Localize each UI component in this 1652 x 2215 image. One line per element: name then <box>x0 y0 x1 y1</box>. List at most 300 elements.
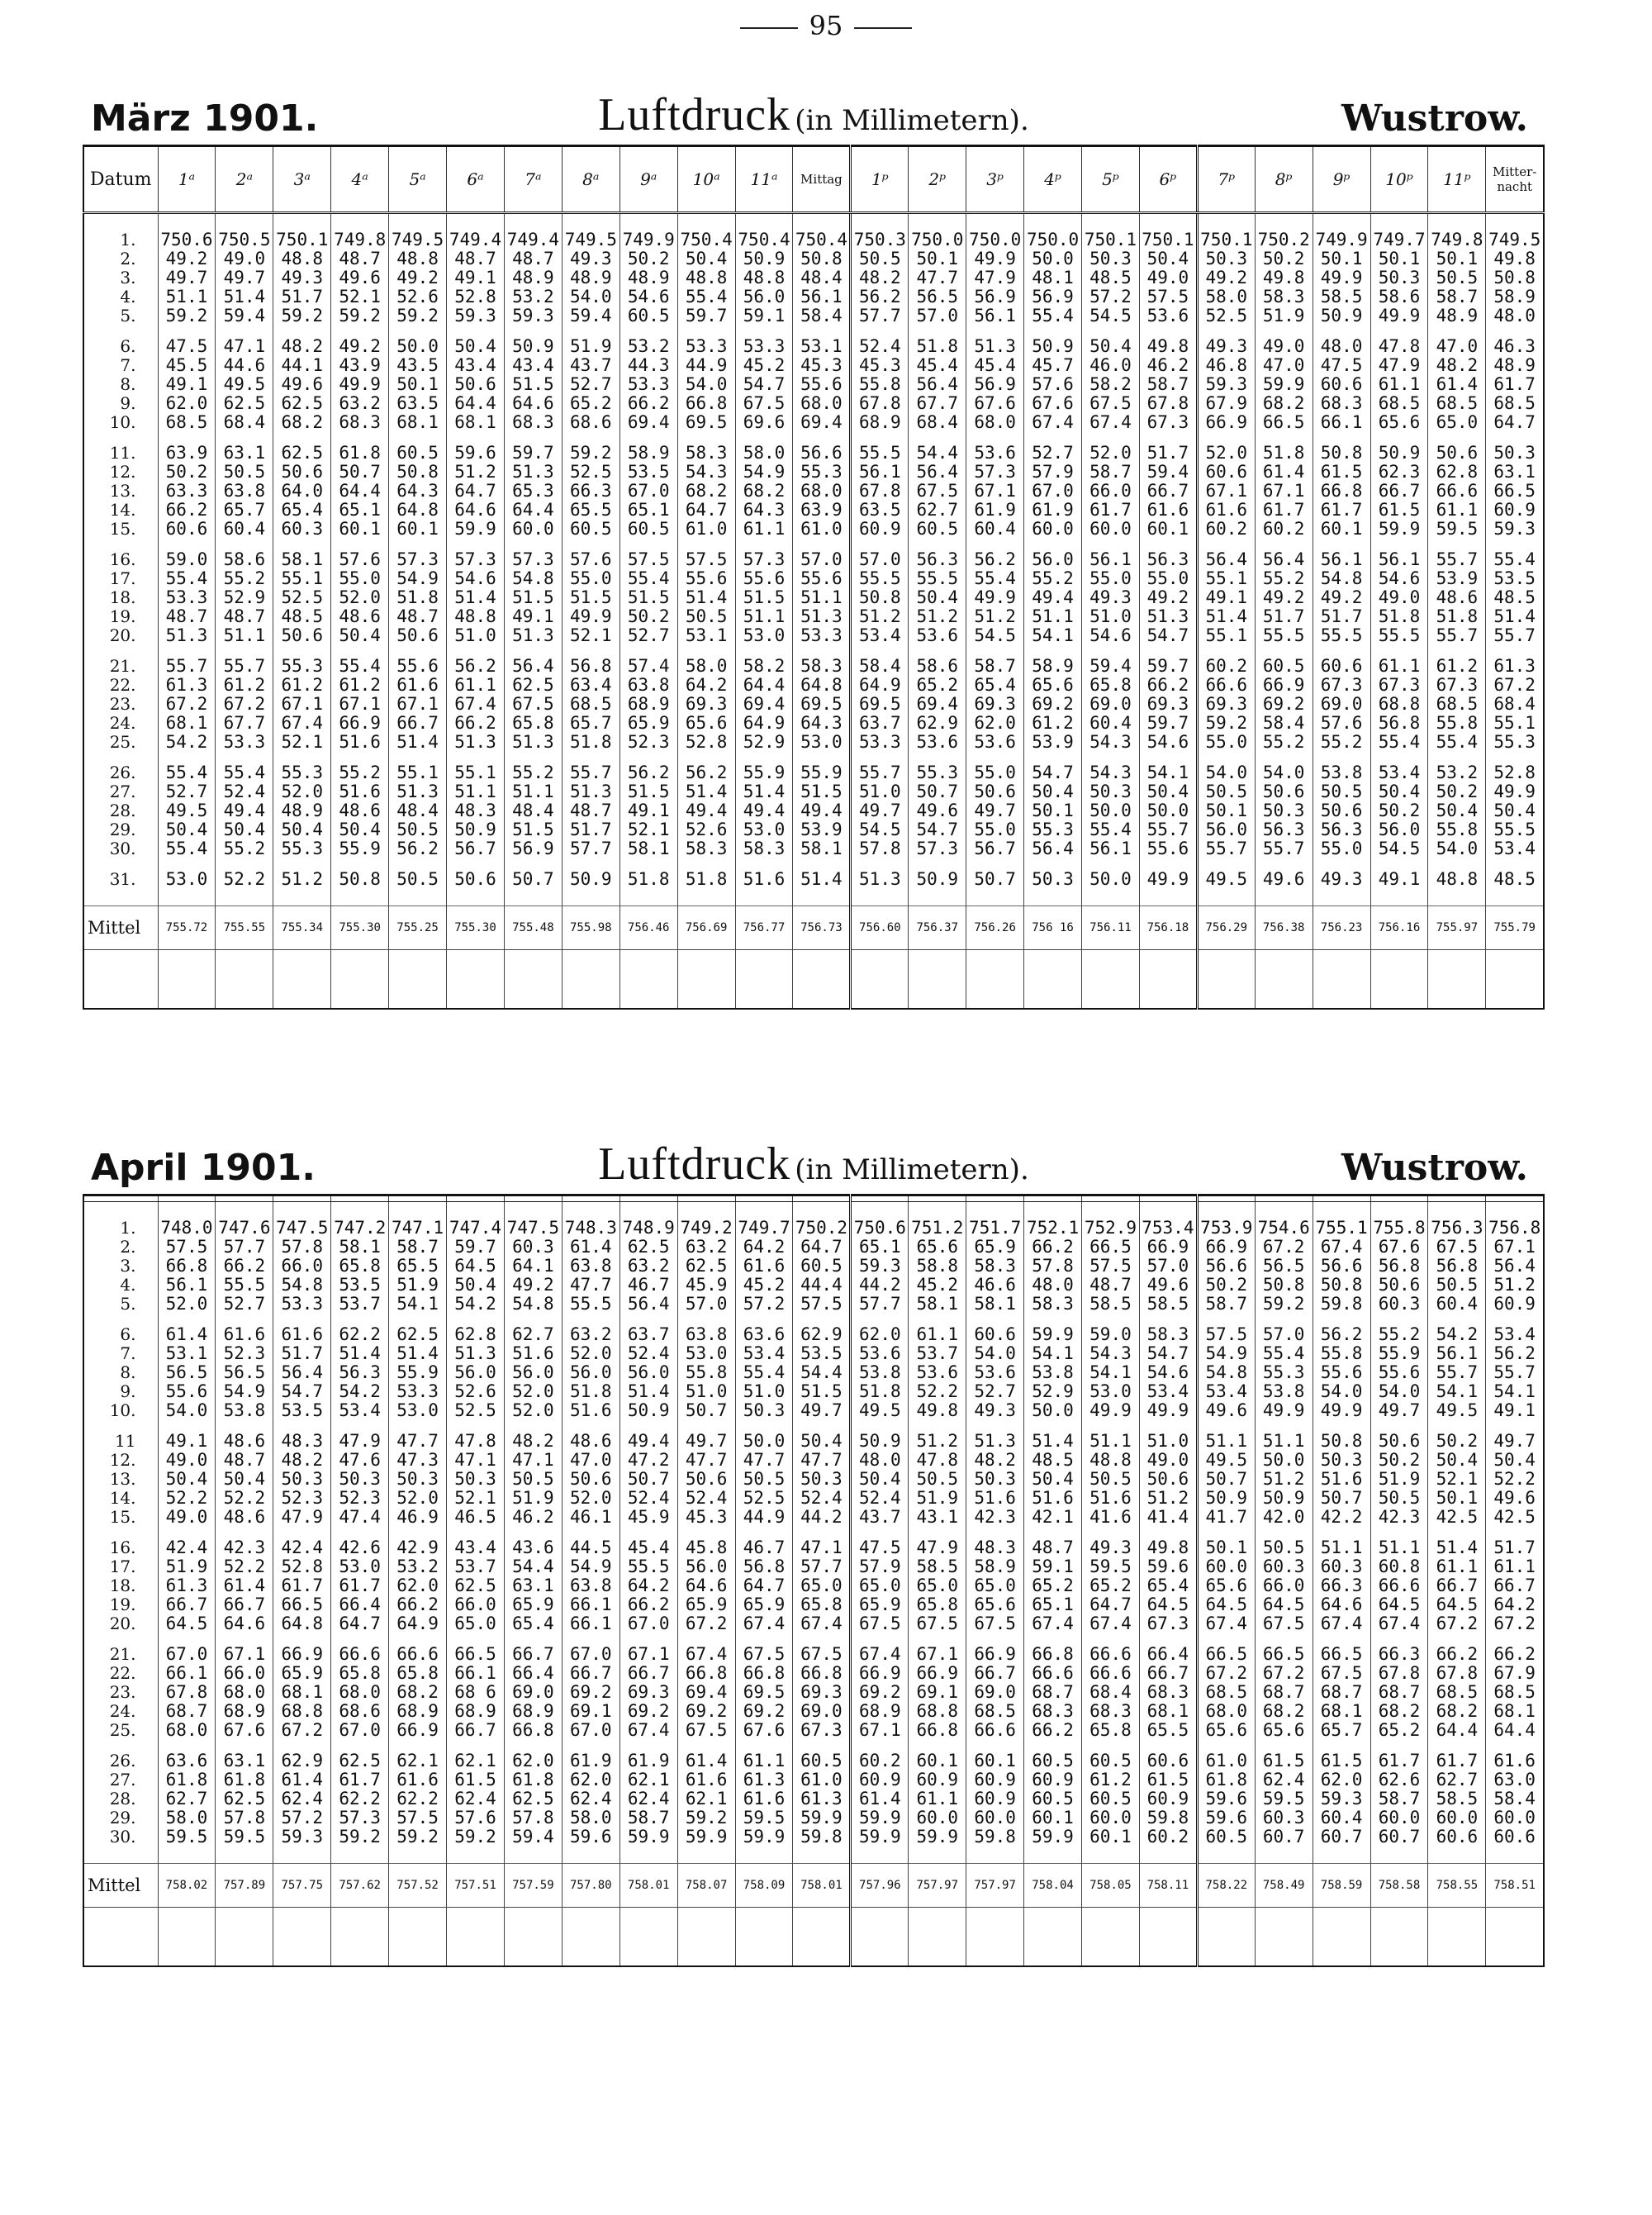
pressure-cell: 50.8 <box>1313 1432 1370 1451</box>
day-label: 4. <box>83 288 158 307</box>
gap-cell <box>620 326 677 337</box>
pressure-cell: 57.3 <box>735 550 793 569</box>
table-row <box>83 250 1544 269</box>
pressure-cell: 58.6 <box>216 550 273 569</box>
pressure-cell: 50.4 <box>1428 1451 1486 1470</box>
pressure-cell: 50.0 <box>1255 1451 1313 1470</box>
pressure-cell: 55.9 <box>1370 1344 1428 1363</box>
pressure-cell: 60.3 <box>273 520 331 539</box>
col-rule <box>1082 1195 1140 1202</box>
pressure-cell: 56.9 <box>966 375 1024 394</box>
pressure-cell: 58.2 <box>1082 375 1140 394</box>
pressure-cell: 65.0 <box>909 1576 966 1595</box>
pressure-cell: 52.9 <box>216 588 273 607</box>
trailing-cell <box>1313 1908 1370 1967</box>
pressure-cell: 63.5 <box>389 394 447 413</box>
pressure-cell: 48.6 <box>562 1432 620 1451</box>
day-label: 2. <box>83 1238 158 1257</box>
pressure-cell: 62.2 <box>331 1325 389 1344</box>
pressure-cell: 48.6 <box>1428 588 1486 607</box>
pressure-cell: 54.1 <box>389 1295 447 1314</box>
pressure-cell: 67.8 <box>1428 1664 1486 1683</box>
pressure-cell: 749.8 <box>331 231 389 250</box>
pressure-cell: 45.2 <box>909 1276 966 1295</box>
pressure-cell: 56.1 <box>851 463 909 482</box>
pressure-cell: 750.0 <box>1024 231 1082 250</box>
dash-right <box>854 27 912 29</box>
table-row <box>83 1451 1544 1470</box>
pressure-cell: 52.7 <box>158 782 216 801</box>
pressure-cell: 47.8 <box>447 1432 505 1451</box>
pressure-cell: 67.2 <box>158 695 216 714</box>
pressure-cell: 67.2 <box>1255 1238 1313 1257</box>
pressure-cell: 67.6 <box>735 1721 793 1740</box>
pressure-cell: 57.4 <box>620 657 677 676</box>
day-label: 16. <box>83 1538 158 1557</box>
pressure-cell: 56.1 <box>1082 839 1140 858</box>
pressure-cell: 56.6 <box>1197 1257 1255 1276</box>
pressure-cell: 55.2 <box>331 763 389 782</box>
spacer-cell <box>447 889 505 906</box>
pressure-cell: 60.1 <box>1082 1828 1140 1847</box>
table-row <box>83 782 1544 801</box>
gap-cell <box>793 1633 851 1645</box>
pressure-cell: 57.7 <box>851 307 909 326</box>
pressure-cell: 55.6 <box>158 1382 216 1401</box>
pressure-cell: 49.2 <box>331 337 389 356</box>
pressure-cell: 747.2 <box>331 1219 389 1238</box>
pressure-cell: 50.4 <box>1024 1470 1082 1489</box>
pressure-cell: 51.9 <box>909 1489 966 1508</box>
pressure-cell: 53.3 <box>793 626 851 645</box>
pressure-cell: 64.7 <box>677 501 735 520</box>
gap-cell <box>562 645 620 657</box>
pressure-cell: 67.0 <box>562 1645 620 1664</box>
pressure-cell: 59.4 <box>504 1828 562 1847</box>
pressure-cell: 56.5 <box>909 288 966 307</box>
pressure-cell: 63.2 <box>331 394 389 413</box>
pressure-cell: 58.2 <box>735 657 793 676</box>
pressure-cell: 63.3 <box>158 482 216 501</box>
spacer-cell <box>966 1202 1024 1219</box>
pressure-cell: 60.9 <box>966 1771 1024 1790</box>
day-label: 18. <box>83 1576 158 1595</box>
table-row <box>83 588 1544 607</box>
pressure-cell: 65.5 <box>1139 1721 1197 1740</box>
table-row <box>83 607 1544 626</box>
spacer-cell <box>1313 889 1370 906</box>
pressure-cell: 48.8 <box>447 607 505 626</box>
table-row <box>83 1401 1544 1420</box>
pressure-cell: 55.6 <box>793 569 851 588</box>
pressure-cell: 61.0 <box>677 520 735 539</box>
pressure-cell: 58.1 <box>331 1238 389 1257</box>
pressure-cell: 64.6 <box>1313 1595 1370 1614</box>
pressure-cell: 64.2 <box>1486 1595 1544 1614</box>
pressure-cell: 65.5 <box>562 501 620 520</box>
gap-cell <box>504 539 562 550</box>
pressure-cell: 53.6 <box>909 626 966 645</box>
pressure-cell: 51.0 <box>1139 1432 1197 1451</box>
pressure-cell: 50.1 <box>1197 1538 1255 1557</box>
pressure-cell: 61.2 <box>1024 714 1082 733</box>
pressure-cell: 64.7 <box>1082 1595 1140 1614</box>
pressure-cell: 56.2 <box>1313 1325 1370 1344</box>
pressure-cell: 67.5 <box>735 394 793 413</box>
pressure-cell: 48.5 <box>1024 1451 1082 1470</box>
pressure-cell: 59.2 <box>447 1828 505 1847</box>
pressure-cell: 50.4 <box>447 1276 505 1295</box>
pressure-cell: 56.2 <box>966 550 1024 569</box>
pressure-cell: 50.0 <box>1024 1401 1082 1420</box>
gap-cell <box>1428 539 1486 550</box>
pressure-cell: 44.2 <box>793 1508 851 1527</box>
pressure-cell: 61.4 <box>851 1790 909 1809</box>
gap-cell <box>504 1420 562 1432</box>
table-row <box>83 1276 1544 1295</box>
pressure-cell: 52.5 <box>1197 307 1255 326</box>
pressure-cell: 42.3 <box>1370 1508 1428 1527</box>
pressure-cell: 50.4 <box>216 1470 273 1489</box>
pressure-cell: 66.6 <box>331 1645 389 1664</box>
pressure-cell: 47.7 <box>562 1276 620 1295</box>
pressure-cell: 66.5 <box>1255 413 1313 432</box>
pressure-cell: 66.9 <box>331 714 389 733</box>
pressure-cell: 61.6 <box>216 1325 273 1344</box>
pressure-cell: 53.2 <box>389 1557 447 1576</box>
month-title: März 1901. <box>91 97 319 140</box>
pressure-cell: 68.6 <box>562 413 620 432</box>
gap-cell <box>1255 1740 1313 1752</box>
gap-cell <box>158 1420 216 1432</box>
pressure-cell: 50.3 <box>389 1470 447 1489</box>
spacer-cell <box>1486 213 1544 231</box>
trailing-cell <box>331 1908 389 1967</box>
spacer-cell <box>331 1847 389 1864</box>
pressure-cell: 59.2 <box>562 444 620 463</box>
pressure-cell: 59.9 <box>735 1828 793 1847</box>
pressure-cell: 67.5 <box>735 1645 793 1664</box>
pressure-cell: 66.9 <box>966 1645 1024 1664</box>
pressure-cell: 62.5 <box>447 1576 505 1595</box>
day-label: 27. <box>83 782 158 801</box>
pressure-cell: 47.0 <box>562 1451 620 1470</box>
pressure-cell: 751.7 <box>966 1219 1024 1238</box>
pressure-cell: 62.0 <box>389 1576 447 1595</box>
pressure-cell: 67.4 <box>273 714 331 733</box>
pressure-cell: 50.6 <box>447 870 505 889</box>
pressure-cell: 66.8 <box>158 1257 216 1276</box>
pressure-cell: 753.4 <box>1139 1219 1197 1238</box>
pressure-cell: 50.4 <box>1082 337 1140 356</box>
day-label: 15. <box>83 1508 158 1527</box>
pressure-cell: 69.2 <box>677 1702 735 1721</box>
pressure-cell: 43.9 <box>331 356 389 375</box>
pressure-cell: 49.4 <box>793 801 851 820</box>
pressure-cell: 48.0 <box>1024 1276 1082 1295</box>
pressure-cell: 50.4 <box>273 820 331 839</box>
pressure-cell: 65.0 <box>966 1576 1024 1595</box>
pressure-cell: 61.7 <box>331 1771 389 1790</box>
pressure-cell: 65.9 <box>735 1595 793 1614</box>
spacer-cell <box>389 889 447 906</box>
pressure-cell: 61.6 <box>273 1325 331 1344</box>
pressure-cell: 56.4 <box>1024 839 1082 858</box>
col-header: 8ᵖ <box>1255 146 1313 213</box>
pressure-cell: 59.0 <box>1082 1325 1140 1344</box>
pressure-cell: 61.7 <box>1370 1752 1428 1771</box>
pressure-cell: 62.2 <box>331 1790 389 1809</box>
pressure-cell: 54.0 <box>966 1344 1024 1363</box>
pressure-cell: 49.7 <box>851 801 909 820</box>
gap-cell <box>83 752 158 763</box>
pressure-cell: 49.0 <box>216 250 273 269</box>
pressure-cell: 49.5 <box>1197 870 1255 889</box>
pressure-cell: 51.7 <box>1255 607 1313 626</box>
pressure-cell: 47.1 <box>793 1538 851 1557</box>
gap-cell <box>620 1314 677 1325</box>
mean-cell: 755.30 <box>331 906 389 950</box>
pressure-cell: 60.9 <box>851 1771 909 1790</box>
pressure-cell: 67.3 <box>1428 676 1486 695</box>
pressure-cell: 49.3 <box>273 269 331 288</box>
pressure-cell: 44.5 <box>562 1538 620 1557</box>
pressure-cell: 49.8 <box>1139 1538 1197 1557</box>
pressure-cell: 51.1 <box>447 782 505 801</box>
pressure-cell: 59.4 <box>1139 463 1197 482</box>
pressure-cell: 54.1 <box>1082 1363 1140 1382</box>
trailing-cell <box>273 1908 331 1967</box>
gap-cell <box>504 1633 562 1645</box>
pressure-cell: 49.2 <box>1255 588 1313 607</box>
pressure-cell: 51.7 <box>1139 444 1197 463</box>
pressure-cell: 49.5 <box>216 375 273 394</box>
pressure-cell: 61.6 <box>1139 501 1197 520</box>
spacer-cell <box>216 1847 273 1864</box>
gap-cell <box>735 1420 793 1432</box>
pressure-cell: 60.5 <box>620 307 677 326</box>
pressure-cell: 66.7 <box>447 1721 505 1740</box>
pressure-cell: 50.2 <box>158 463 216 482</box>
pressure-cell: 50.4 <box>447 337 505 356</box>
pressure-cell: 68.3 <box>1139 1683 1197 1702</box>
pressure-cell: 60.6 <box>966 1325 1024 1344</box>
pressure-cell: 48.3 <box>447 801 505 820</box>
pressure-cell: 57.3 <box>447 550 505 569</box>
gap-cell <box>909 752 966 763</box>
pressure-cell: 53.2 <box>620 337 677 356</box>
gap-cell <box>216 1527 273 1538</box>
pressure-cell: 50.7 <box>504 870 562 889</box>
pressure-cell: 54.9 <box>735 463 793 482</box>
pressure-cell: 50.3 <box>1370 269 1428 288</box>
pressure-cell: 50.3 <box>1255 801 1313 820</box>
gap-cell <box>1197 645 1255 657</box>
pressure-cell: 47.1 <box>504 1451 562 1470</box>
spacer-cell <box>966 1847 1024 1864</box>
pressure-cell: 50.2 <box>1370 801 1428 820</box>
pressure-cell: 50.4 <box>909 588 966 607</box>
spacer-cell <box>735 889 793 906</box>
pressure-cell: 55.1 <box>447 763 505 782</box>
gap-cell <box>1370 1633 1428 1645</box>
day-label: 22. <box>83 676 158 695</box>
spacer-cell <box>1486 1202 1544 1219</box>
pressure-cell: 51.6 <box>331 782 389 801</box>
pressure-cell: 43.4 <box>447 356 505 375</box>
pressure-cell: 69.3 <box>966 695 1024 714</box>
pressure-cell: 66.7 <box>1370 482 1428 501</box>
pressure-cell: 67.5 <box>793 1645 851 1664</box>
day-label: 17. <box>83 1557 158 1576</box>
pressure-cell: 69.2 <box>735 1702 793 1721</box>
pressure-cell: 53.7 <box>447 1557 505 1576</box>
day-label: 28. <box>83 801 158 820</box>
pressure-cell: 61.2 <box>1082 1771 1140 1790</box>
pressure-cell: 65.9 <box>851 1595 909 1614</box>
pressure-cell: 66.3 <box>1313 1576 1370 1595</box>
pressure-cell: 49.9 <box>1313 1401 1370 1420</box>
pressure-cell: 48.5 <box>1486 870 1544 889</box>
pressure-cell: 51.2 <box>909 1432 966 1451</box>
gap-cell <box>851 645 909 657</box>
pressure-cell: 63.8 <box>562 1576 620 1595</box>
pressure-cell: 53.3 <box>851 733 909 752</box>
pressure-cell: 52.0 <box>331 588 389 607</box>
trailing-cell <box>1082 950 1140 1010</box>
pressure-cell: 67.6 <box>216 1721 273 1740</box>
spacer-cell <box>83 213 158 231</box>
pressure-cell: 55.4 <box>158 569 216 588</box>
gap-cell <box>620 1633 677 1645</box>
pressure-cell: 49.3 <box>1197 337 1255 356</box>
pressure-cell: 48.2 <box>504 1432 562 1451</box>
pressure-cell: 57.8 <box>504 1809 562 1828</box>
mean-cell: 756.16 <box>1370 906 1428 950</box>
gap-cell <box>158 858 216 870</box>
col-rule <box>447 1195 505 1202</box>
gap-cell <box>1313 645 1370 657</box>
pressure-cell: 65.6 <box>966 1595 1024 1614</box>
pressure-cell: 51.8 <box>1370 607 1428 626</box>
table-row <box>83 1489 1544 1508</box>
pressure-cell: 52.4 <box>793 1489 851 1508</box>
pressure-cell: 66.9 <box>909 1664 966 1683</box>
pressure-cell: 46.1 <box>562 1508 620 1527</box>
pressure-cell: 62.5 <box>504 676 562 695</box>
pressure-cell: 61.4 <box>1428 375 1486 394</box>
gap-cell <box>1024 858 1082 870</box>
pressure-cell: 750.2 <box>793 1219 851 1238</box>
pressure-cell: 55.7 <box>1139 820 1197 839</box>
pressure-cell: 49.2 <box>1197 269 1255 288</box>
pressure-cell: 57.3 <box>389 550 447 569</box>
spacer-cell <box>1255 213 1313 231</box>
pressure-cell: 51.9 <box>504 1489 562 1508</box>
pressure-cell: 52.4 <box>620 1344 677 1363</box>
gap-cell <box>504 326 562 337</box>
pressure-cell: 50.5 <box>504 1470 562 1489</box>
mean-cell: 756.60 <box>851 906 909 950</box>
pressure-cell: 51.1 <box>1082 1432 1140 1451</box>
pressure-cell: 51.8 <box>389 588 447 607</box>
pressure-cell: 55.8 <box>1313 1344 1370 1363</box>
spacer-cell <box>389 1847 447 1864</box>
table-row <box>83 733 1544 752</box>
gap-cell <box>620 1740 677 1752</box>
gap-cell <box>447 1420 505 1432</box>
gap-cell <box>909 1314 966 1325</box>
pressure-cell: 55.0 <box>1197 733 1255 752</box>
pressure-cell: 46.2 <box>504 1508 562 1527</box>
pressure-cell: 54.9 <box>1197 1344 1255 1363</box>
pressure-cell: 54.1 <box>1024 626 1082 645</box>
col-rule <box>216 1195 273 1202</box>
pressure-cell: 50.8 <box>1313 444 1370 463</box>
pressure-cell: 51.6 <box>504 1344 562 1363</box>
pressure-cell: 64.3 <box>389 482 447 501</box>
pressure-cell: 51.3 <box>504 463 562 482</box>
pressure-cell: 61.2 <box>1428 657 1486 676</box>
pressure-cell: 68.7 <box>1024 1683 1082 1702</box>
table-row <box>83 1325 1544 1344</box>
col-header: 4ᵃ <box>331 146 389 213</box>
gap-cell <box>1082 539 1140 550</box>
gap-cell <box>389 858 447 870</box>
spacer-cell <box>966 213 1024 231</box>
trailing-cell <box>216 950 273 1010</box>
pressure-cell: 59.6 <box>562 1828 620 1847</box>
pressure-cell: 49.3 <box>1082 1538 1140 1557</box>
pressure-cell: 52.2 <box>216 870 273 889</box>
pressure-cell: 55.0 <box>966 763 1024 782</box>
col-rule <box>1486 1195 1544 1202</box>
pressure-cell: 55.4 <box>677 288 735 307</box>
spacer-cell <box>1024 213 1082 231</box>
gap-cell <box>83 1420 158 1432</box>
pressure-cell: 65.6 <box>1370 413 1428 432</box>
pressure-cell: 56.0 <box>1024 550 1082 569</box>
pressure-cell: 60.0 <box>1370 1809 1428 1828</box>
pressure-cell: 54.2 <box>331 1382 389 1401</box>
pressure-cell: 43.6 <box>504 1538 562 1557</box>
pressure-cell: 44.1 <box>273 356 331 375</box>
pressure-cell: 66.1 <box>1313 413 1370 432</box>
pressure-cell: 50.3 <box>735 1401 793 1420</box>
trailing-cell <box>158 1908 216 1967</box>
pressure-cell: 69.3 <box>1197 695 1255 714</box>
pressure-cell: 52.5 <box>562 463 620 482</box>
pressure-cell: 56.9 <box>966 288 1024 307</box>
pressure-cell: 60.4 <box>1082 714 1140 733</box>
trailing-cell <box>1486 950 1544 1010</box>
pressure-cell: 66.7 <box>216 1595 273 1614</box>
pressure-cell: 750.0 <box>909 231 966 250</box>
pressure-cell: 54.7 <box>1139 626 1197 645</box>
pressure-cell: 61.1 <box>1428 501 1486 520</box>
pressure-cell: 57.7 <box>562 839 620 858</box>
pressure-cell: 54.7 <box>909 820 966 839</box>
col-rule <box>562 1195 620 1202</box>
pressure-cell: 63.1 <box>504 1576 562 1595</box>
gap-cell <box>620 858 677 870</box>
pressure-cell: 68.5 <box>1486 394 1544 413</box>
pressure-cell: 55.2 <box>1024 569 1082 588</box>
pressure-cell: 56.8 <box>1428 1257 1486 1276</box>
spacer-cell <box>389 1202 447 1219</box>
section-header <box>83 78 1545 145</box>
pressure-cell: 51.6 <box>966 1489 1024 1508</box>
